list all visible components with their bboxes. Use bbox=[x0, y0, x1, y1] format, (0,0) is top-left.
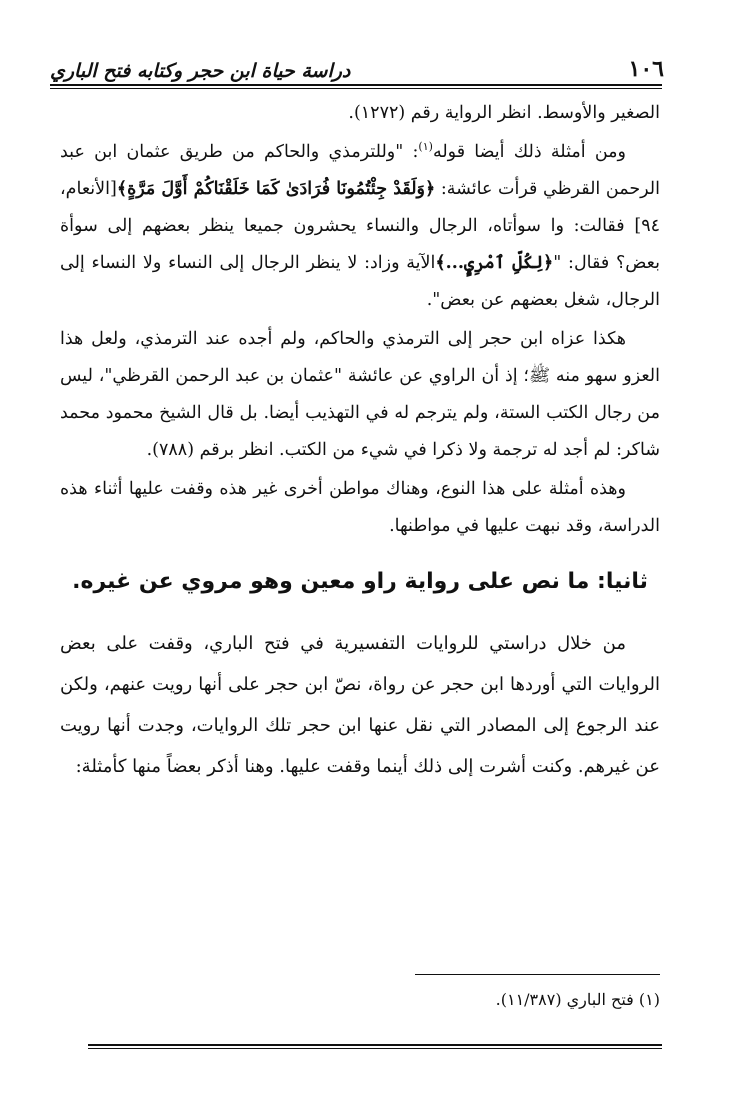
paragraph-2 bbox=[60, 134, 660, 319]
footnote-separator bbox=[415, 974, 660, 975]
header-rule bbox=[50, 84, 662, 86]
p2-text-a: ومن أمثلة ذلك أيضا قوله bbox=[432, 142, 626, 162]
paragraph-1: الصغير والأوسط. انظر الرواية رقم (١٢٧٢). bbox=[348, 103, 660, 123]
header-rule-thin bbox=[50, 88, 662, 89]
paragraph-3: هكذا عزاه ابن حجر إلى الترمذي والحاكم، ولم أجده عند الترمذي، ولعل هذا العزو سهو منه ﷺ؛ إذ أن الراوي عن عائشة "عثمان بن عبد الرحمن القرظي"، ليس من رجال الكتب الستة، ولم يترجم له في التهذيب أيضا. بل قال الشيخ محمود محمد شاكر: لم أجد له ترجمة ولا ذكرا في شيء من الكتب. انظر برقم (٧٨٨). bbox=[60, 329, 660, 460]
page-body bbox=[60, 95, 660, 789]
p2-text-c: [الأنعام، ٩٤] فقالت: وا سوأتاه، الرجال والنساء يحشرون جميعا ينظر بعضهم إلى سوأة بعض؟ فقال: " bbox=[60, 179, 660, 273]
section-heading: ثانيا: ما نص على رواية راو معين وهو مروي عن غيره. bbox=[72, 569, 648, 594]
p2-text-b: : "وللترمذي والحاكم من طريق عثمان ابن عبد الرحمن القرظي قرأت عائشة: bbox=[60, 142, 660, 199]
paragraph-4: وهذه أمثلة على هذا النوع، وهناك مواطن أخرى غير هذه وقفت عليها أثناء هذه الدراسة، وقد نبهت عليها في مواطنها. bbox=[60, 479, 660, 536]
quran-verse-2: ﴿لِكُلِّ ٱمْرِيٍٕ...﴾ bbox=[435, 253, 554, 273]
quran-verse-1: ﴿وَلَقَدْ جِئْتُمُونَا فُرَادَىٰ كَمَا خَلَقْنَاكُمْ أَوَّلَ مَرَّةٍ﴾ bbox=[116, 179, 436, 199]
footnote-ref-1[interactable]: (١) bbox=[418, 140, 433, 154]
page-number: ١٠٦ bbox=[628, 56, 664, 82]
paragraph-5: من خلال دراستي للروايات التفسيرية في فتح الباري، وقفت على بعض الروايات التي أوردها ابن حجر عن رواة، نصّ ابن حجر على أنها رويت عنهم، ولكن عند الرجوع إلى المصادر التي نقل عنها ابن حجر تلك الروايات، وجدت أنها رويت عن غيرهم. وكنت أشرت إلى ذلك أينما وقفت عليها. وهنا أذكر بعضاً منها كأمثلة: bbox=[60, 633, 660, 777]
footer-rule bbox=[88, 1044, 662, 1046]
footnote-1: (١) فتح الباري (١١/٣٨٧). bbox=[495, 990, 660, 1009]
footer-rule-thin bbox=[88, 1048, 662, 1049]
running-title: دراسة حياة ابن حجر وكتابه فتح الباري bbox=[50, 60, 351, 82]
p2-text-d: الآية وزاد: لا ينظر الرجال إلى النساء ولا النساء إلى الرجال، شغل بعضهم عن بعض". bbox=[60, 253, 660, 310]
page-header bbox=[50, 44, 664, 82]
